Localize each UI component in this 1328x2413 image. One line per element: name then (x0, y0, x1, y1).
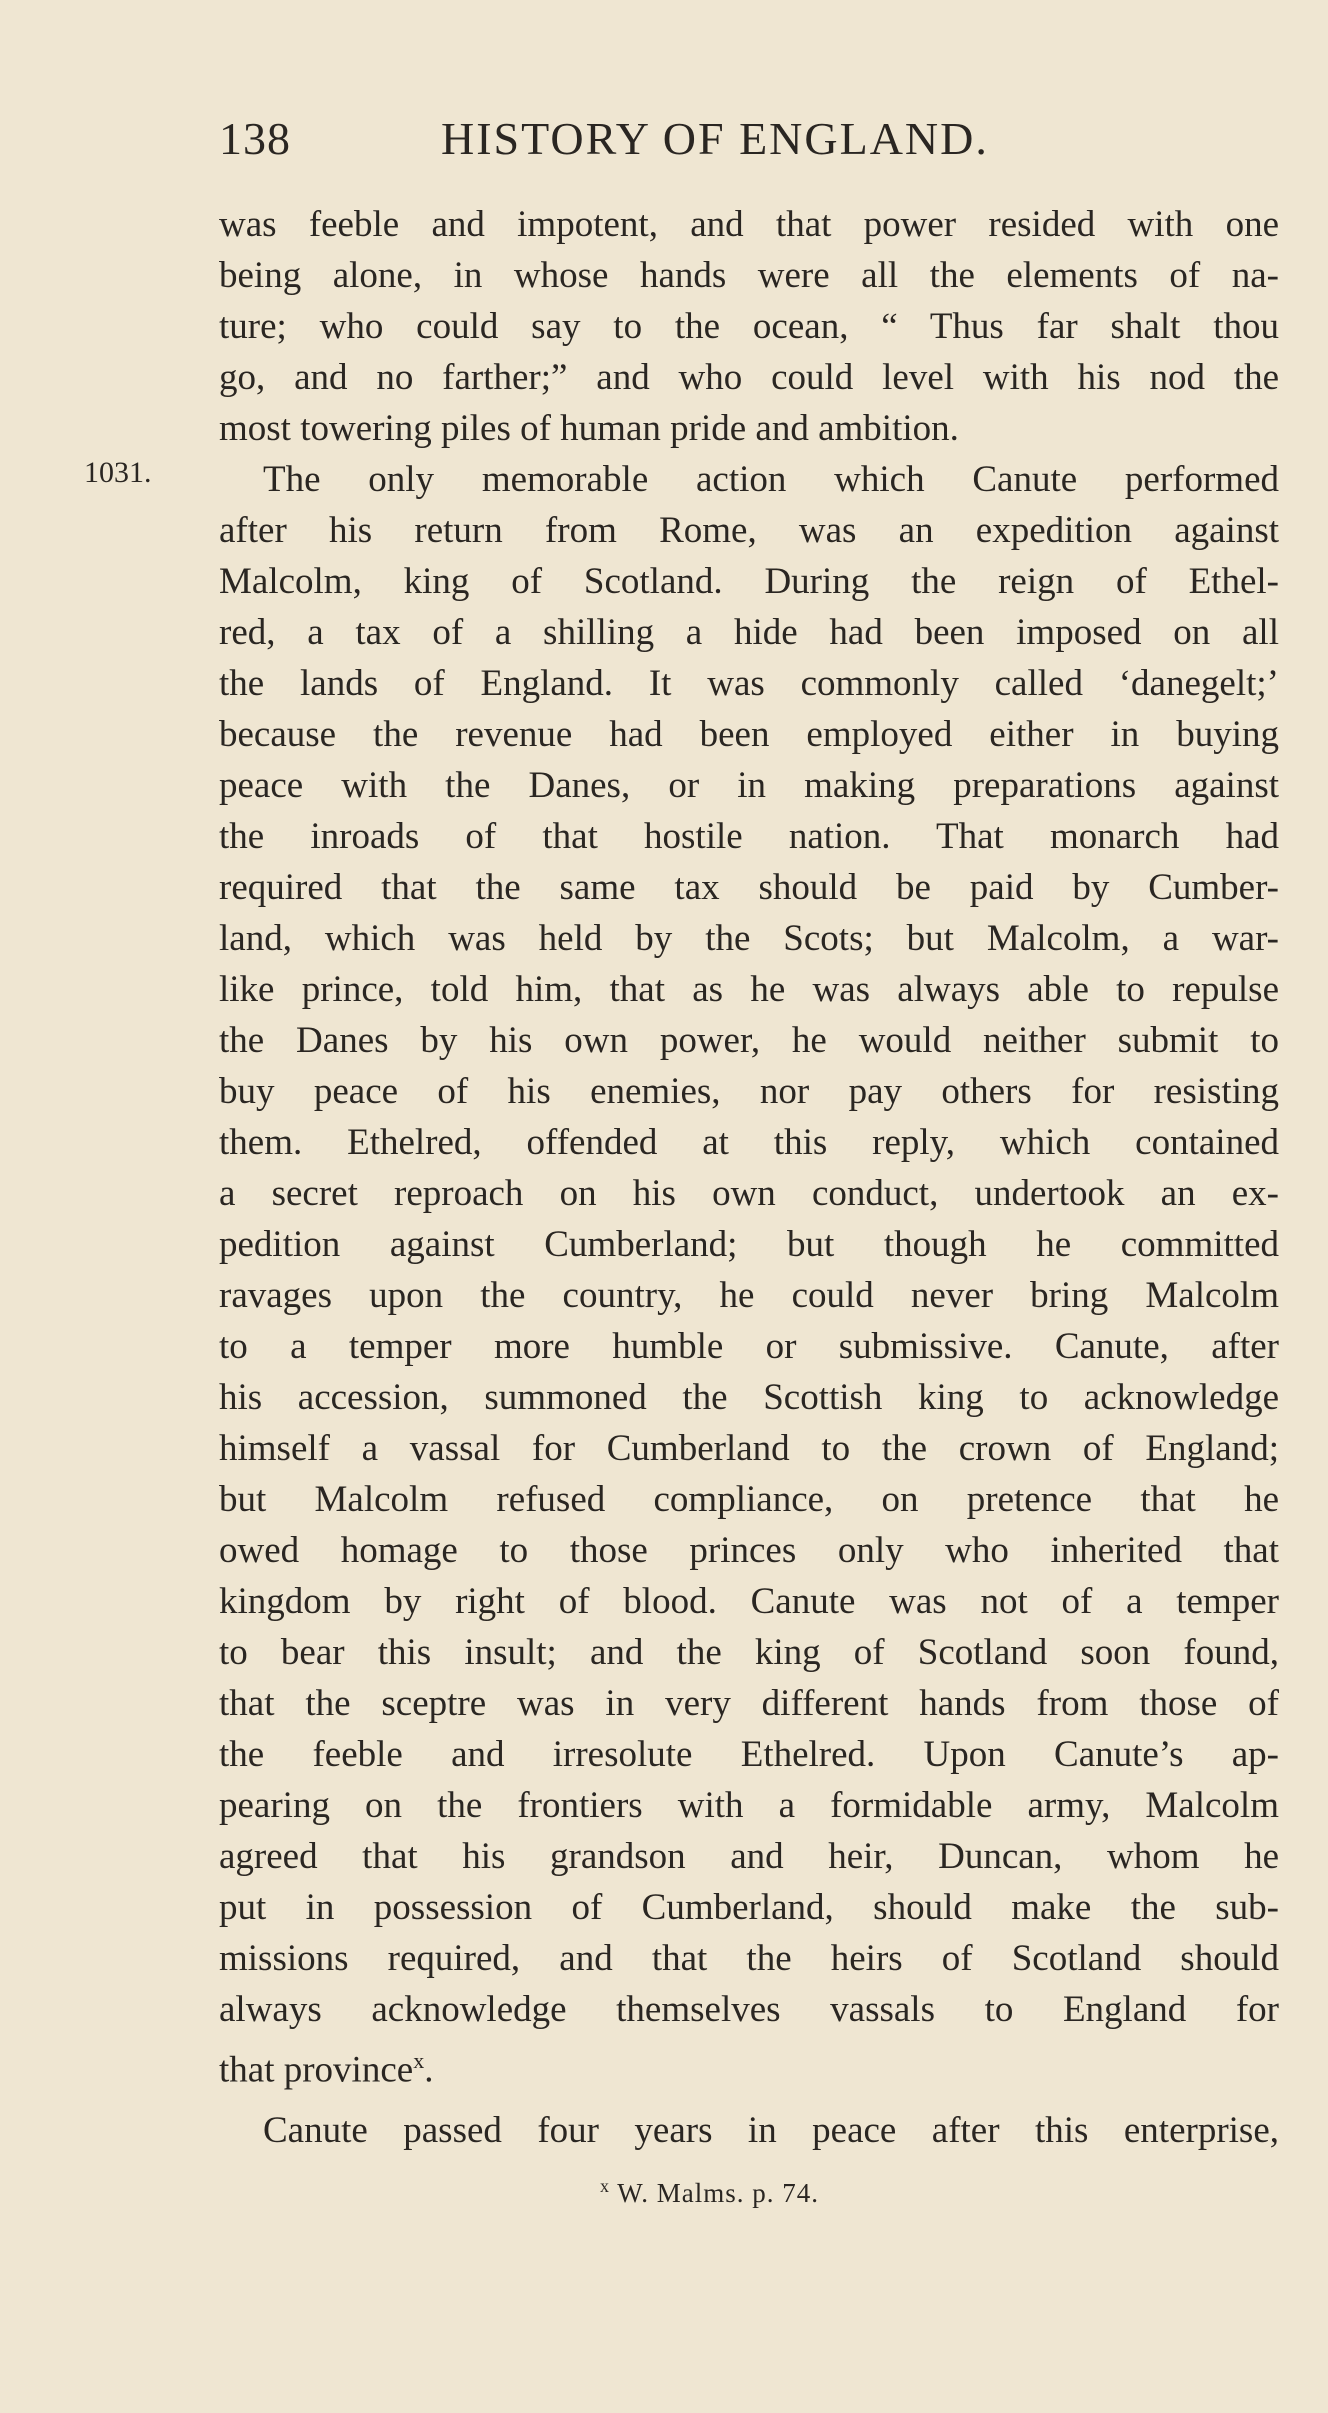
text-line: the feeble and irresolute Ethelred. Upon Canute’s ap- (219, 1734, 1279, 1775)
text-line: the Danes by his own power, he would neither submit to (219, 1020, 1279, 1061)
text-line: to a temper more humble or submissive. Canute, after (219, 1326, 1279, 1367)
text-line: to bear this insult; and the king of Scotland soon found, (219, 1632, 1279, 1673)
text-line: ravages upon the country, he could never bring Malcolm (219, 1275, 1279, 1316)
text-line: red, a tax of a shilling a hide had been imposed on all (219, 612, 1279, 653)
text-line: his accession, summoned the Scottish king to acknowledge (219, 1377, 1279, 1418)
text-line: land, which was held by the Scots; but Malcolm, a war- (219, 918, 1279, 959)
text-line: required that the same tax should be paid by Cumber- (219, 867, 1279, 908)
text-line: ture; who could say to the ocean, “ Thus far shalt thou (219, 306, 1279, 347)
footnote-text: W. Malms. p. 74. (617, 2178, 820, 2208)
text-line: the inroads of that hostile nation. That monarch had (219, 816, 1279, 857)
running-header (219, 112, 1039, 172)
text-line: the lands of England. It was commonly called ‘danegelt;’ (219, 663, 1279, 704)
text-line: that the sceptre was in very different hands from those of (219, 1683, 1279, 1724)
text-line-with-note-ref: that province$^x$. (219, 2048, 434, 2091)
text-line: but Malcolm refused compliance, on pretence that he (219, 1479, 1279, 1520)
text-line: The only memorable action which Canute performed (263, 459, 1279, 500)
text-line: after his return from Rome, was an expedition against (219, 510, 1279, 551)
text-line: missions required, and that the heirs of Scotland should (219, 1938, 1279, 1979)
text-line: Canute passed four years in peace after this enterprise, (263, 2110, 1279, 2151)
footnote-reference: x (413, 2048, 425, 2073)
text-line: like prince, told him, that as he was always able to repulse (219, 969, 1279, 1010)
text-line: because the revenue had been employed either in buying (219, 714, 1279, 755)
text-line: always acknowledge themselves vassals to England for (219, 1989, 1279, 2030)
text-line: Malcolm, king of Scotland. During the reign of Ethel- (219, 561, 1279, 602)
text-line: himself a vassal for Cumberland to the crown of England; (219, 1428, 1279, 1469)
text-line: owed homage to those princes only who inherited that (219, 1530, 1279, 1571)
text-line: go, and no farther;” and who could level with his nod the (219, 357, 1279, 398)
text-line: agreed that his grandson and heir, Duncan, whom he (219, 1836, 1279, 1877)
text-line: pearing on the frontiers with a formidable army, Malcolm (219, 1785, 1279, 1826)
running-title: HISTORY OF ENGLAND. (441, 113, 989, 164)
text-line: kingdom by right of blood. Canute was not of a temper (219, 1581, 1279, 1622)
text-line: was feeble and impotent, and that power resided with one (219, 204, 1279, 245)
footnote-marker: x (600, 2176, 610, 2196)
text-line: them. Ethelred, offended at this reply, which contained (219, 1122, 1279, 1163)
text-line: peace with the Danes, or in making preparations against (219, 765, 1279, 806)
text-line: pedition against Cumberland; but though he committed (219, 1224, 1279, 1265)
text-line: being alone, in whose hands were all the elements of na- (219, 255, 1279, 296)
text-segment: that province (219, 2049, 414, 2091)
text-line: put in possession of Cumberland, should make the sub- (219, 1887, 1279, 1928)
page-number: 138 (219, 113, 291, 164)
text-line: a secret reproach on his own conduct, undertook an ex- (219, 1173, 1279, 1214)
text-line: most towering piles of human pride and ambition. (219, 408, 959, 449)
footnote (600, 2176, 819, 2209)
margin-date: 1031. (84, 456, 152, 489)
text-line: buy peace of his enemies, nor pay others for resisting (219, 1071, 1279, 1112)
